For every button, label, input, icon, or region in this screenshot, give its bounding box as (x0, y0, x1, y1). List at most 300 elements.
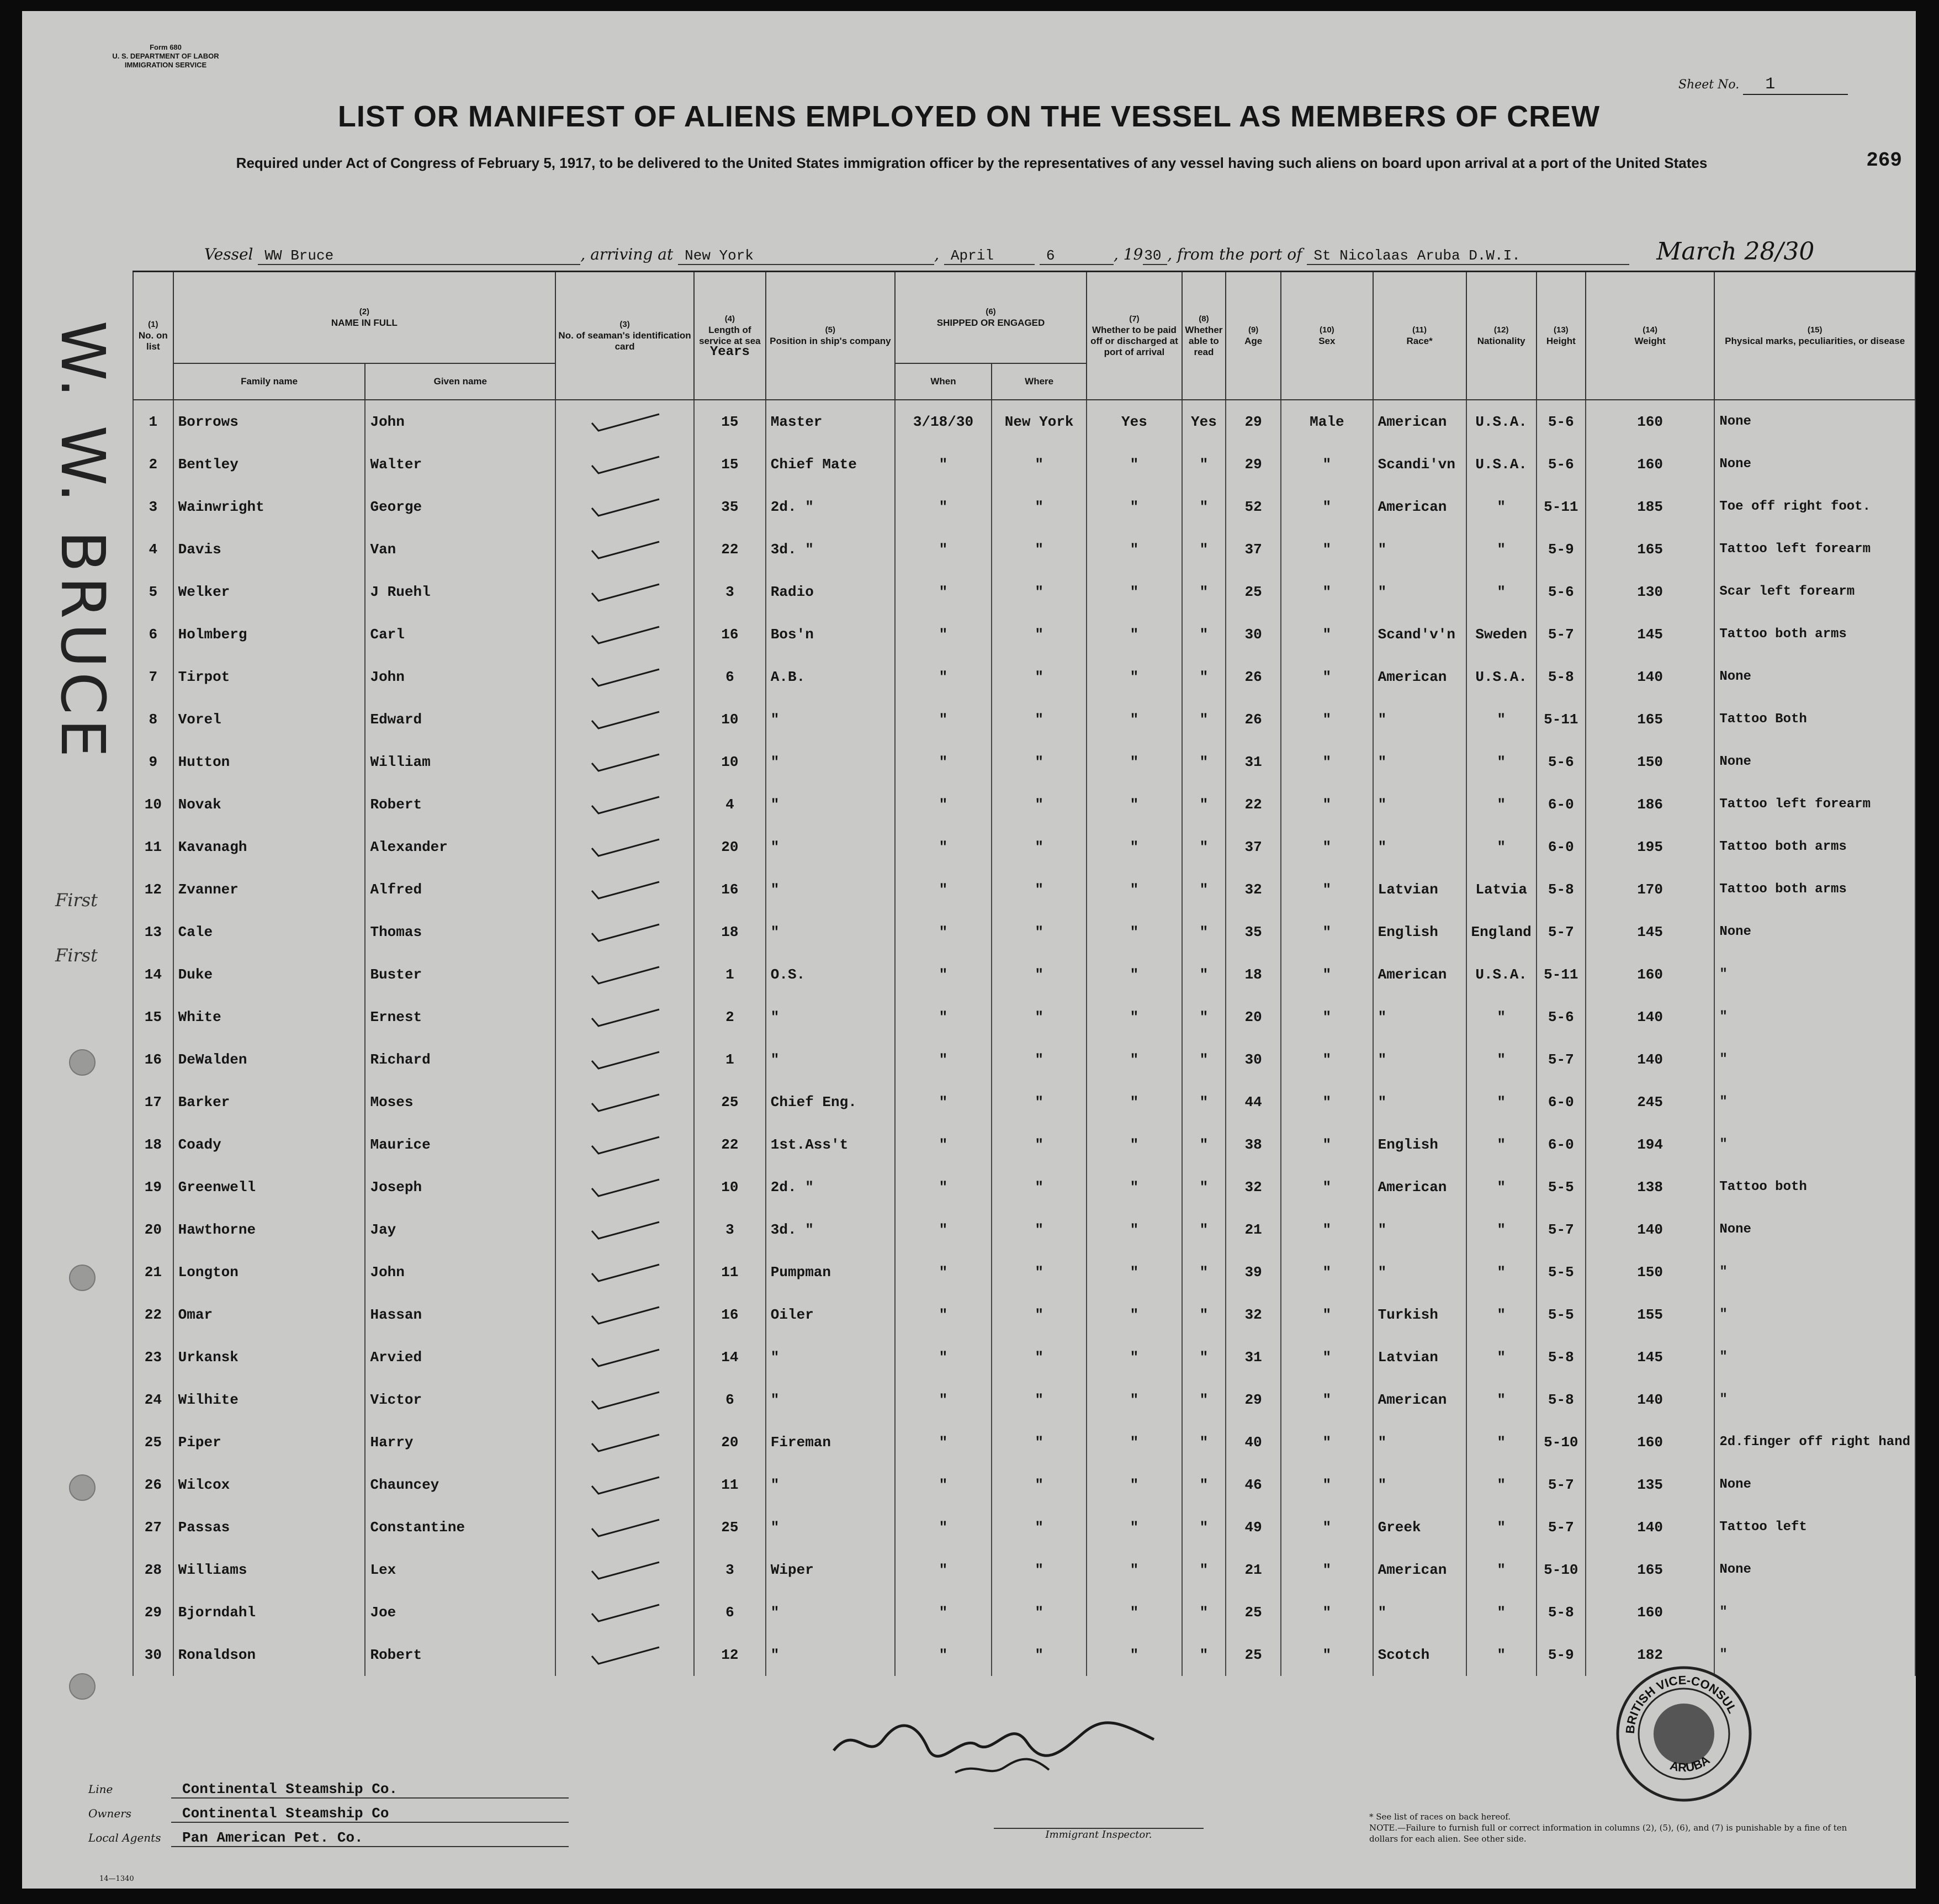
id-card-check-cell (555, 1463, 694, 1506)
age-cell: 18 (1226, 953, 1281, 996)
family-name-cell: Novak (173, 783, 365, 826)
col-header-name: (2) NAME IN FULL (173, 272, 555, 364)
paid-off-cell: " (1087, 528, 1182, 570)
height-cell: 5-7 (1537, 613, 1586, 655)
physical-marks-cell: None (1714, 443, 1915, 485)
nationality-cell: " (1466, 1421, 1537, 1463)
shipped-where-cell: " (992, 1336, 1087, 1378)
row-number-cell: 7 (133, 655, 173, 698)
family-name-cell: Wilhite (173, 1378, 365, 1421)
footnotes (1369, 1811, 1866, 1844)
col-header-family-name: Family name (173, 363, 365, 400)
physical-marks-cell: " (1714, 953, 1915, 996)
table-row (133, 1591, 1915, 1633)
table-row (133, 783, 1915, 826)
height-cell: 6-0 (1537, 1123, 1586, 1166)
table-row (133, 485, 1915, 528)
able-to-read-cell: " (1182, 1166, 1226, 1208)
weight-cell: 165 (1586, 1548, 1714, 1591)
height-cell: 5-7 (1537, 1038, 1586, 1081)
race-cell: " (1373, 1421, 1466, 1463)
given-name-cell: Harry (365, 1421, 555, 1463)
service-years-cell: 10 (694, 741, 766, 783)
paid-off-cell: " (1087, 1336, 1182, 1378)
row-number-cell: 16 (133, 1038, 173, 1081)
able-to-read-cell: " (1182, 1506, 1226, 1548)
given-name-cell: William (365, 741, 555, 783)
sex-cell: " (1281, 1123, 1373, 1166)
shipped-when-cell: " (895, 1548, 992, 1591)
id-card-check-cell (555, 1081, 694, 1123)
row-number-cell: 23 (133, 1336, 173, 1378)
physical-marks-cell: 2d.finger off right hand (1714, 1421, 1915, 1463)
family-name-cell: Holmberg (173, 613, 365, 655)
page-title: LIST OR MANIFEST OF ALIENS EMPLOYED ON THE VESSEL AS MEMBERS OF CREW (337, 100, 1601, 133)
position-cell: " (766, 868, 895, 911)
sex-cell: " (1281, 1081, 1373, 1123)
able-to-read-cell: " (1182, 528, 1226, 570)
sex-cell: " (1281, 1251, 1373, 1293)
shipped-where-cell: " (992, 1208, 1087, 1251)
table-row (133, 868, 1915, 911)
id-card-check-cell (555, 911, 694, 953)
weight-cell: 145 (1586, 1336, 1714, 1378)
given-name-cell: Chauncey (365, 1463, 555, 1506)
service-years-cell: 22 (694, 528, 766, 570)
vessel-name: WW Bruce (258, 247, 580, 265)
position-cell: 2d. " (766, 485, 895, 528)
paid-off-cell: " (1087, 1123, 1182, 1166)
weight-cell: 165 (1586, 698, 1714, 741)
col-header-position: (5) Position in ship's company (766, 272, 895, 400)
id-card-check-cell (555, 655, 694, 698)
position-cell: Bos'n (766, 613, 895, 655)
race-cell: " (1373, 1038, 1466, 1081)
family-name-cell: Borrows (173, 400, 365, 443)
race-cell: Scandi'vn (1373, 443, 1466, 485)
id-card-check-cell (555, 443, 694, 485)
physical-marks-cell: " (1714, 1038, 1915, 1081)
col-header-given-name: Given name (365, 363, 555, 400)
nationality-cell: U.S.A. (1466, 655, 1537, 698)
check-mark-icon (586, 1644, 664, 1666)
sex-cell: " (1281, 1378, 1373, 1421)
service-years-cell: 3 (694, 570, 766, 613)
year-prefix: 19 (1123, 245, 1143, 263)
check-mark-icon (586, 1219, 664, 1241)
paid-off-cell: " (1087, 868, 1182, 911)
id-card-check-cell (555, 826, 694, 868)
table-row (133, 1251, 1915, 1293)
given-name-cell: Van (365, 528, 555, 570)
table-row (133, 1208, 1915, 1251)
table-row (133, 1421, 1915, 1463)
able-to-read-cell: " (1182, 1123, 1226, 1166)
row-number-cell: 3 (133, 485, 173, 528)
table-row (133, 1506, 1915, 1548)
sex-cell: " (1281, 1421, 1373, 1463)
nationality-cell: " (1466, 1591, 1537, 1633)
service-years-cell: 18 (694, 911, 766, 953)
race-cell: " (1373, 1081, 1466, 1123)
col-header-physical-marks: (15) Physical marks, peculiarities, or disease (1714, 272, 1915, 400)
table-row (133, 1336, 1915, 1378)
age-cell: 29 (1226, 400, 1281, 443)
height-cell: 5-6 (1537, 996, 1586, 1038)
id-card-check-cell (555, 1166, 694, 1208)
family-name-cell: Welker (173, 570, 365, 613)
nationality-cell: " (1466, 1208, 1537, 1251)
shipped-when-cell: " (895, 868, 992, 911)
paid-off-cell: " (1087, 443, 1182, 485)
check-mark-icon (586, 964, 664, 986)
able-to-read-cell: " (1182, 868, 1226, 911)
sex-cell: " (1281, 826, 1373, 868)
check-mark-icon (586, 708, 664, 731)
able-to-read-cell: " (1182, 1038, 1226, 1081)
handwritten-date: March 28/30 (1656, 237, 1815, 266)
height-cell: 5-7 (1537, 1208, 1586, 1251)
race-cell: American (1373, 1548, 1466, 1591)
position-cell: " (766, 1633, 895, 1676)
weight-cell: 245 (1586, 1081, 1714, 1123)
age-cell: 44 (1226, 1081, 1281, 1123)
age-cell: 29 (1226, 1378, 1281, 1421)
shipped-when-cell: " (895, 1293, 992, 1336)
sex-cell: " (1281, 783, 1373, 826)
given-name-cell: Jay (365, 1208, 555, 1251)
given-name-cell: Buster (365, 953, 555, 996)
sex-cell: " (1281, 528, 1373, 570)
sex-cell: " (1281, 613, 1373, 655)
physical-marks-cell: None (1714, 741, 1915, 783)
able-to-read-cell: " (1182, 1293, 1226, 1336)
family-name-cell: Williams (173, 1548, 365, 1591)
able-to-read-cell: " (1182, 1378, 1226, 1421)
race-cell: " (1373, 741, 1466, 783)
shipped-where-cell: " (992, 1463, 1087, 1506)
sex-cell: " (1281, 1463, 1373, 1506)
row-number-cell: 5 (133, 570, 173, 613)
family-name-cell: Ronaldson (173, 1633, 365, 1676)
nationality-cell: " (1466, 741, 1537, 783)
family-name-cell: Piper (173, 1421, 365, 1463)
position-cell: " (766, 698, 895, 741)
check-mark-icon (586, 666, 664, 688)
position-cell: Wiper (766, 1548, 895, 1591)
sex-cell: " (1281, 953, 1373, 996)
race-cell: " (1373, 698, 1466, 741)
weight-cell: 185 (1586, 485, 1714, 528)
shipped-when-cell: " (895, 1208, 992, 1251)
height-cell: 6-0 (1537, 783, 1586, 826)
given-name-cell: Joseph (365, 1166, 555, 1208)
paid-off-cell: " (1087, 741, 1182, 783)
physical-marks-cell: " (1714, 1633, 1915, 1676)
paid-off-cell: " (1087, 1208, 1182, 1251)
race-cell: " (1373, 1208, 1466, 1251)
position-cell: " (766, 1591, 895, 1633)
shipped-when-cell: " (895, 613, 992, 655)
weight-cell: 140 (1586, 996, 1714, 1038)
given-name-cell: John (365, 400, 555, 443)
able-to-read-cell: " (1182, 570, 1226, 613)
paid-off-cell: " (1087, 1038, 1182, 1081)
id-card-check-cell (555, 1293, 694, 1336)
shipped-where-cell: " (992, 1081, 1087, 1123)
given-name-cell: Robert (365, 1633, 555, 1676)
family-name-cell: Kavanagh (173, 826, 365, 868)
shipped-when-cell: " (895, 443, 992, 485)
family-name-cell: Passas (173, 1506, 365, 1548)
departure-port: St Nicolaas Aruba D.W.I. (1307, 247, 1629, 265)
service-years-cell: 15 (694, 443, 766, 485)
table-row (133, 1081, 1915, 1123)
able-to-read-cell: " (1182, 655, 1226, 698)
consul-seal (1612, 1662, 1756, 1806)
able-to-read-cell: " (1182, 1336, 1226, 1378)
manifest-sheet (22, 11, 1916, 1889)
given-name-cell: Arvied (365, 1336, 555, 1378)
id-card-check-cell (555, 1591, 694, 1633)
nationality-cell: " (1466, 1378, 1537, 1421)
service-years-cell: 15 (694, 400, 766, 443)
race-cell: American (1373, 953, 1466, 996)
shipped-where-cell: " (992, 528, 1087, 570)
height-cell: 6-0 (1537, 1081, 1586, 1123)
family-name-cell: Cale (173, 911, 365, 953)
service-name: IMMIGRATION SERVICE (124, 61, 207, 69)
given-name-cell: Victor (365, 1378, 555, 1421)
table-row (133, 443, 1915, 485)
given-name-cell: John (365, 1251, 555, 1293)
check-mark-icon (586, 1389, 664, 1411)
shipped-where-cell: " (992, 868, 1087, 911)
table-row (133, 698, 1915, 741)
height-cell: 5-7 (1537, 1463, 1586, 1506)
table-row (133, 528, 1915, 570)
physical-marks-cell: None (1714, 911, 1915, 953)
shipped-when-cell: " (895, 826, 992, 868)
nationality-cell: " (1466, 1293, 1537, 1336)
able-to-read-cell: " (1182, 953, 1226, 996)
row-number-cell: 4 (133, 528, 173, 570)
family-name-cell: DeWalden (173, 1038, 365, 1081)
col-header-height: (13) Height (1537, 272, 1586, 400)
shipped-when-cell: " (895, 1336, 992, 1378)
table-row (133, 911, 1915, 953)
nationality-cell: " (1466, 1633, 1537, 1676)
able-to-read-cell: " (1182, 826, 1226, 868)
shipped-where-cell: " (992, 1038, 1087, 1081)
nationality-cell: U.S.A. (1466, 443, 1537, 485)
id-card-check-cell (555, 485, 694, 528)
race-cell: Latvian (1373, 1336, 1466, 1378)
paid-off-cell: " (1087, 1081, 1182, 1123)
shipped-where-cell: " (992, 783, 1087, 826)
row-number-cell: 19 (133, 1166, 173, 1208)
able-to-read-cell: " (1182, 1421, 1226, 1463)
sheet-number-label: Sheet No. (1678, 78, 1740, 92)
position-cell: Oiler (766, 1293, 895, 1336)
service-years-cell: 25 (694, 1081, 766, 1123)
check-mark-icon (586, 1091, 664, 1113)
position-cell: " (766, 1336, 895, 1378)
given-name-cell: Alfred (365, 868, 555, 911)
position-cell: O.S. (766, 953, 895, 996)
age-cell: 32 (1226, 1166, 1281, 1208)
sex-cell: " (1281, 911, 1373, 953)
first-annotation: First (55, 945, 98, 966)
table-row (133, 1166, 1915, 1208)
sex-cell: " (1281, 868, 1373, 911)
check-mark-icon (586, 1559, 664, 1581)
race-cell: English (1373, 911, 1466, 953)
physical-marks-cell: Scar left forearm (1714, 570, 1915, 613)
given-name-cell: Robert (365, 783, 555, 826)
height-cell: 6-0 (1537, 826, 1586, 868)
col-header-where: Where (992, 363, 1087, 400)
owners-label: Owners (88, 1807, 132, 1820)
check-mark-icon (586, 1049, 664, 1071)
given-name-cell: Maurice (365, 1123, 555, 1166)
side-vessel-text: W. W. BRUCE (47, 320, 118, 762)
check-mark-icon (586, 794, 664, 816)
check-mark-icon (586, 921, 664, 943)
sheet-number-value: 1 (1743, 75, 1848, 95)
shipped-when-cell: " (895, 1463, 992, 1506)
nationality-cell: " (1466, 1251, 1537, 1293)
id-card-check-cell (555, 570, 694, 613)
id-card-check-cell (555, 1251, 694, 1293)
family-name-cell: Longton (173, 1251, 365, 1293)
position-cell: 3d. " (766, 1208, 895, 1251)
arrival-day: 6 (1040, 247, 1114, 265)
able-to-read-cell: " (1182, 1081, 1226, 1123)
weight-cell: 135 (1586, 1463, 1714, 1506)
id-card-check-cell (555, 1038, 694, 1081)
binder-hole (69, 1673, 96, 1700)
height-cell: 5-7 (1537, 1506, 1586, 1548)
family-name-cell: Barker (173, 1081, 365, 1123)
table-row (133, 655, 1915, 698)
col-header-when: When (895, 363, 992, 400)
nationality-cell: " (1466, 1336, 1537, 1378)
race-cell: Latvian (1373, 868, 1466, 911)
sex-cell: " (1281, 1591, 1373, 1633)
service-years-cell: 11 (694, 1463, 766, 1506)
service-years-cell: 3 (694, 1208, 766, 1251)
shipped-when-cell: " (895, 698, 992, 741)
first-annotation: First (55, 890, 98, 911)
arrival-month: April (944, 247, 1035, 265)
paid-off-cell: " (1087, 1378, 1182, 1421)
weight-cell: 145 (1586, 911, 1714, 953)
id-card-check-cell (555, 528, 694, 570)
given-name-cell: Thomas (365, 911, 555, 953)
row-number-cell: 15 (133, 996, 173, 1038)
weight-cell: 140 (1586, 1208, 1714, 1251)
age-cell: 32 (1226, 868, 1281, 911)
height-cell: 5-6 (1537, 400, 1586, 443)
family-name-cell: Wilcox (173, 1463, 365, 1506)
check-mark-icon (586, 1346, 664, 1368)
service-years-cell: 10 (694, 1166, 766, 1208)
line-value: Continental Steamship Co. (171, 1781, 569, 1799)
nationality-cell: " (1466, 1506, 1537, 1548)
able-to-read-cell: " (1182, 485, 1226, 528)
race-cell: " (1373, 783, 1466, 826)
shipped-where-cell: " (992, 485, 1087, 528)
age-cell: 52 (1226, 485, 1281, 528)
seal-top-text: BRITISH VICE-CONSUL (1623, 1673, 1740, 1734)
shipped-where-cell: " (992, 443, 1087, 485)
shipped-where-cell: " (992, 953, 1087, 996)
physical-marks-cell: " (1714, 1378, 1915, 1421)
given-name-cell: John (365, 655, 555, 698)
paid-off-cell: " (1087, 1506, 1182, 1548)
nationality-cell: " (1466, 1081, 1537, 1123)
weight-cell: 140 (1586, 1506, 1714, 1548)
age-cell: 30 (1226, 1038, 1281, 1081)
sex-cell: " (1281, 655, 1373, 698)
check-mark-icon (586, 1176, 664, 1198)
position-cell: " (766, 1038, 895, 1081)
table-row (133, 1548, 1915, 1591)
able-to-read-cell: " (1182, 698, 1226, 741)
position-cell: 3d. " (766, 528, 895, 570)
shipped-when-cell: 3/18/30 (895, 400, 992, 443)
row-number-cell: 12 (133, 868, 173, 911)
shipped-where-cell: " (992, 613, 1087, 655)
given-name-cell: Alexander (365, 826, 555, 868)
nationality-cell: " (1466, 1166, 1537, 1208)
weight-cell: 130 (1586, 570, 1714, 613)
age-cell: 31 (1226, 741, 1281, 783)
table-row (133, 1123, 1915, 1166)
department-name: U. S. DEPARTMENT OF LABOR (112, 52, 219, 60)
shipped-where-cell: " (992, 1378, 1087, 1421)
shipped-when-cell: " (895, 1421, 992, 1463)
position-cell: " (766, 741, 895, 783)
shipped-where-cell: " (992, 1293, 1087, 1336)
service-years-cell: 10 (694, 698, 766, 741)
physical-marks-cell: Tattoo both arms (1714, 868, 1915, 911)
weight-cell: 160 (1586, 400, 1714, 443)
given-name-cell: Lex (365, 1548, 555, 1591)
inspector-signature (823, 1701, 1209, 1786)
height-cell: 5-6 (1537, 443, 1586, 485)
nationality-cell: England (1466, 911, 1537, 953)
seal-bottom-text: ARUBA (1668, 1753, 1713, 1775)
form-number: Form 680 (150, 43, 182, 51)
nationality-cell: " (1466, 698, 1537, 741)
paid-off-cell: " (1087, 1293, 1182, 1336)
service-years-cell: 1 (694, 953, 766, 996)
nationality-cell: U.S.A. (1466, 953, 1537, 996)
given-name-cell: Hassan (365, 1293, 555, 1336)
row-number-cell: 22 (133, 1293, 173, 1336)
family-name-cell: Wainwright (173, 485, 365, 528)
family-name-cell: White (173, 996, 365, 1038)
weight-cell: 160 (1586, 953, 1714, 996)
row-number-cell: 1 (133, 400, 173, 443)
service-years-cell: 20 (694, 826, 766, 868)
check-mark-icon (586, 453, 664, 475)
paid-off-cell: " (1087, 1548, 1182, 1591)
family-name-cell: Davis (173, 528, 365, 570)
paid-off-cell: " (1087, 570, 1182, 613)
